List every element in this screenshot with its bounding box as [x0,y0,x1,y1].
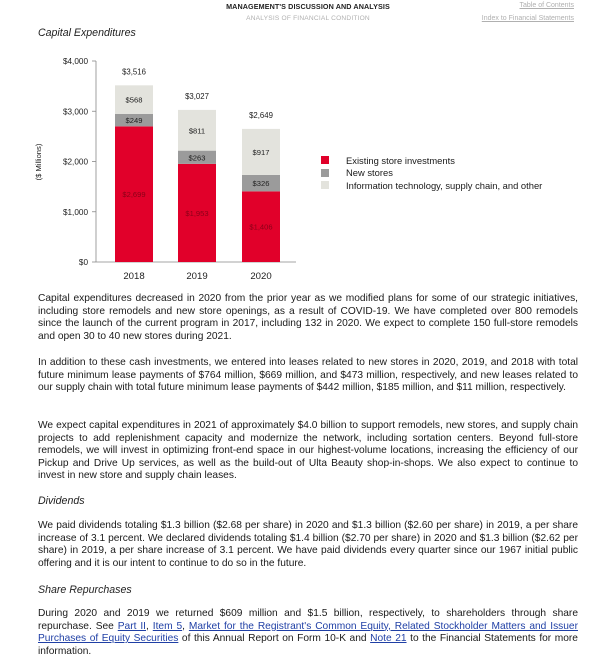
bar-value-label: $811 [188,126,206,136]
legend-item [321,154,542,167]
bar-value-label: $568 [125,95,143,105]
header-title: MANAGEMENT'S DISCUSSION AND ANALYSIS [226,2,390,11]
legend-swatch [321,169,329,177]
legend-swatch [321,181,329,189]
item-5-link[interactable]: Item 5 [152,620,183,632]
note-21-link[interactable]: Note 21 [370,633,407,645]
capex-heading: Capital Expenditures [38,27,136,39]
x-tick-label: 2020 [250,271,272,282]
capex-paragraph: In addition to these cash investments, we entered into leases related to new stores in 2020, 2019, and 2018 with total future minimum lease payments of $764 million, $669 million, and $473 million, respectively, and new leases related to our supply chain with total future minimum lease payments of $442 million, $185 million, and $11 million, respectively. [38,357,578,394]
repurchases-text: of this Annual Report on Form 10-K and [178,633,371,645]
part-ii-link[interactable]: Part II [117,620,147,632]
header-subtitle: ANALYSIS OF FINANCIAL CONDITION [246,15,370,22]
y-tick-label: $2,000 [62,157,88,167]
legend-label: New stores [346,167,393,179]
bar-value-label: $917 [252,147,270,157]
repurchases-paragraph [38,608,578,658]
legend-swatch [321,156,329,164]
separator: , [146,620,153,632]
legend-label: Information technology, supply chain, and other [346,179,543,191]
x-tick-label: 2019 [186,271,208,282]
y-axis-label: ($ Millions) [34,143,43,181]
dividends-heading: Dividends [38,495,85,507]
index-financial-statements-link[interactable]: Index to Financial Statements [481,15,574,22]
repurchases-heading: Share Repurchases [38,584,132,596]
legend-item [321,167,542,180]
y-tick-label: $4,000 [62,57,88,66]
bar-value-label: $1,406 [249,222,273,232]
bar-value-label: $326 [252,179,270,189]
bar-value-label: $1,953 [185,208,209,218]
x-tick-label: 2018 [123,271,145,282]
bar-value-label: $2,699 [122,190,146,200]
bar-value-label: $249 [125,116,143,126]
y-tick-label: $1,000 [62,207,88,217]
y-tick-label: $0 [78,258,88,267]
bar-value-label: $263 [188,153,206,163]
legend-label: Existing store investments [346,154,455,166]
capex-paragraph: We expect capital expenditures in 2021 of approximately $4.0 billion to support remodels, new stores, and supply chain projects to add replenishment capacity and modernize the network, including sortation centers. Beyond full-store remodels, we will invest in optimizing front-end space in our highest-volume locations, increasing the efficiency of our Pickup and Drive Up services, as well as the build-out of Ulta Beauty shop-in-shops. We also expect to continue to invest in new store and supply chain leases. [38,420,578,482]
repurchases-text: to the Financial Statements for more information. [38,633,578,657]
separator: , [182,620,189,632]
table-of-contents-link[interactable]: Table of Contents [519,2,574,9]
legend-item [321,179,542,192]
capex-paragraph: Capital expenditures decreased in 2020 from the prior year as we modified plans for some of our strategic initiatives, including store remodels and new store openings, as a result of COVID-19. We have completed over 800 remodels since the launch of the current program in 2017, including 132 in 2020. We expect to complete 150 full-store remodels and open 30 to 40 new stores during 2021. [38,293,578,342]
market-equity-link[interactable]: Market for the Registrant's Common Equity, Related Stockholder Matters and Issuer Purchases of Equity Securities [38,620,578,645]
bar-total-label: $3,516 [122,67,146,77]
bar-total-label: $3,027 [185,91,209,101]
repurchases-text: During 2020 and 2019 we returned $609 million and $1.5 billion, respectively, to shareholders through share repurchase. See [38,608,578,632]
y-tick-label: $3,000 [62,107,88,117]
chart-legend [321,154,542,192]
bar-total-label: $2,649 [249,110,273,120]
dividends-paragraph: We paid dividends totaling $1.3 billion ($2.68 per share) in 2020 and $1.3 billion ($2.60 per share) in 2019, a per share increase of 3.1 percent. We declared dividends totaling $1.4 billion ($2.70 per share) in 2020 and $1.3 billion ($2.62 per share) in 2019, a per share increase of 3.1 percent. We have paid dividends every quarter since our 1967 initial public offering and it is our intent to continue to do so in the future. [38,520,578,569]
